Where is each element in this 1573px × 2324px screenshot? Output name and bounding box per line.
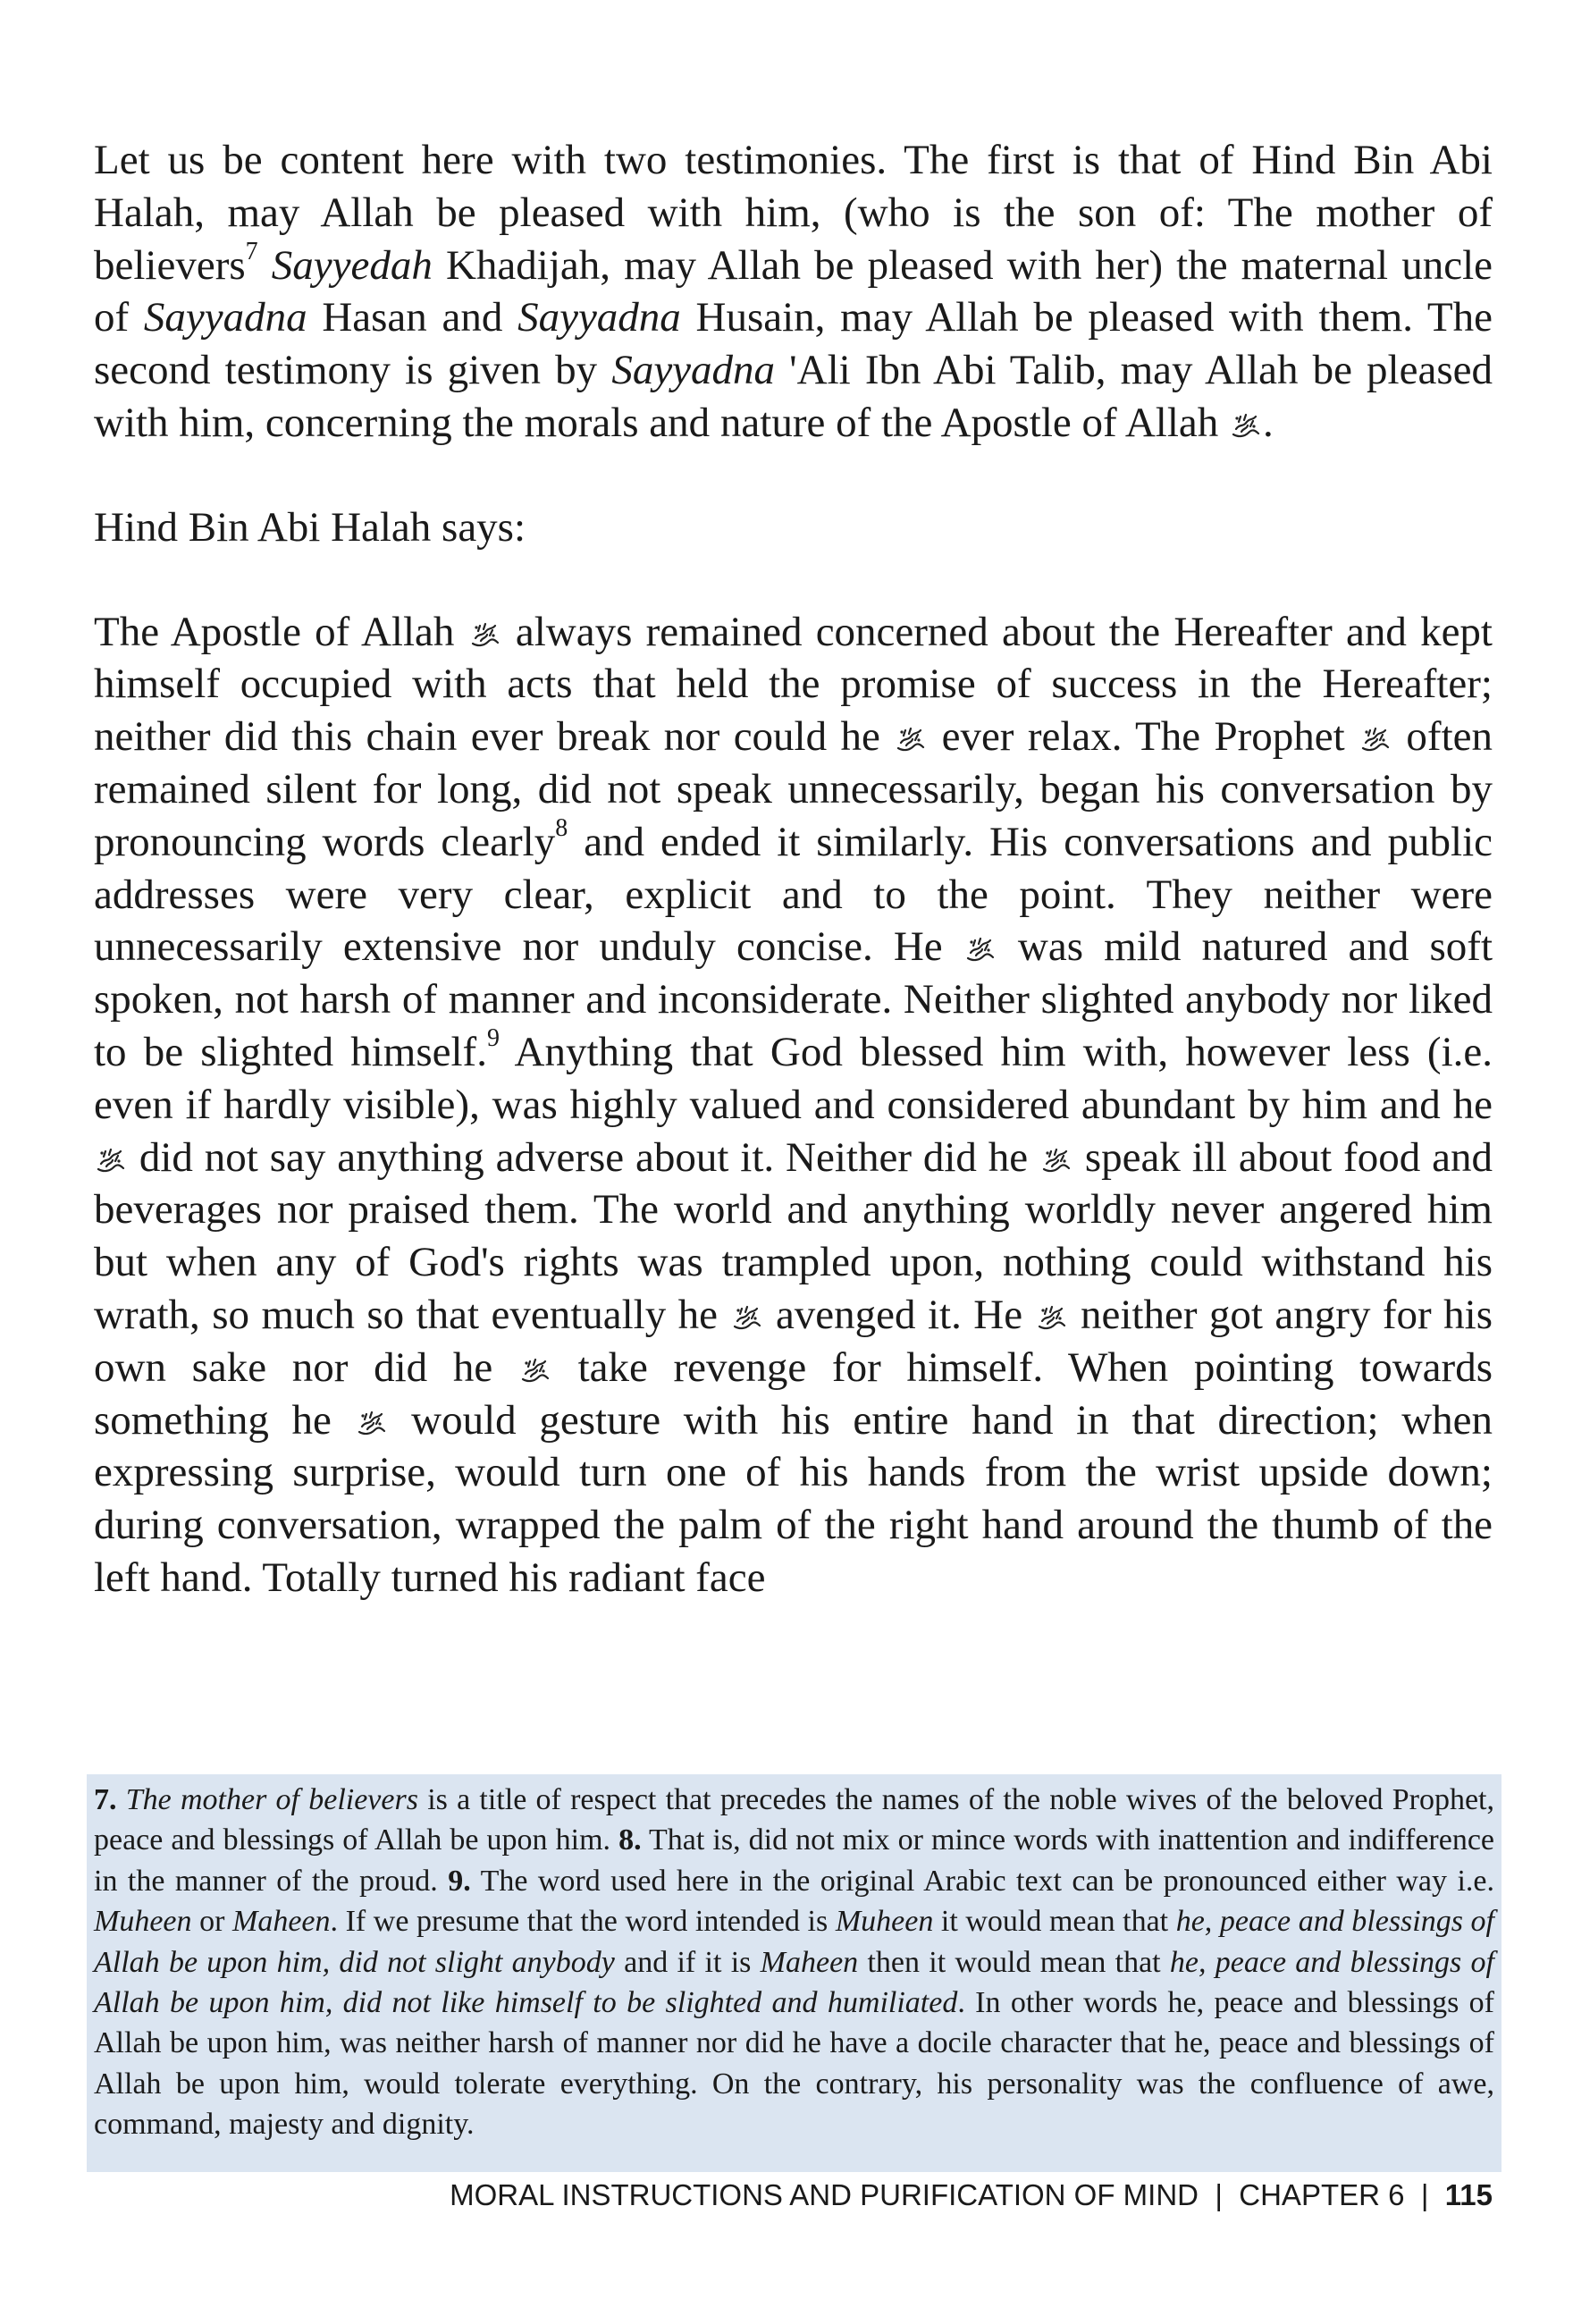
text-run: . If we presume that the word intended is: [330, 1905, 836, 1939]
text-run: or: [191, 1905, 232, 1939]
calligraphic-salutation-icon: [1041, 1148, 1072, 1175]
calligraphic-salutation-icon: [1037, 1305, 1067, 1332]
calligraphic-salutation-icon: [520, 1358, 551, 1385]
text-run: and if it is: [614, 1945, 761, 1979]
page-number: 115: [1444, 2178, 1493, 2211]
footnote-marker: 9: [486, 1023, 500, 1052]
italic-text: Sayyadna: [611, 347, 776, 394]
italic-text: Maheen: [232, 1905, 331, 1939]
footnote-text: [94, 1780, 1494, 2145]
footnote-marker: 8: [555, 813, 568, 842]
footnote-number: 9.: [448, 1864, 471, 1898]
text-run: is a title of respect that precedes the names of the noble wives of the beloved Prophet, peace and blessings of Allah be upon him.: [94, 1783, 1494, 1857]
calligraphic-salutation-icon: [470, 622, 500, 649]
separator: |: [1420, 2178, 1429, 2211]
italic-text: he, peace and blessings of Allah be upon him, did not like himself to be slighted and humiliated: [94, 1945, 1494, 2020]
footnote-number: 7.: [94, 1783, 117, 1816]
calligraphic-salutation-icon: [357, 1410, 387, 1437]
text-run: did not say anything adverse about it. Neither did he: [128, 1133, 1040, 1181]
calligraphic-salutation-icon: [732, 1305, 762, 1332]
paragraph: [94, 134, 1493, 450]
text-run: Hasan and: [307, 294, 518, 341]
text-run: it would mean that: [933, 1905, 1176, 1939]
calligraphic-salutation-icon: [1231, 413, 1261, 440]
text-run: and ended it similarly. His conversations and public addresses were very clear, explicit and to the point. They neither were unnecessarily extensive nor unduly concise. He: [94, 818, 1493, 971]
text-run: avenged it. He: [763, 1291, 1035, 1338]
calligraphic-salutation-icon: [965, 937, 996, 964]
footnotes-box: [87, 1774, 1502, 2172]
italic-text: The mother of believers: [125, 1783, 418, 1816]
italic-text: Muheen: [94, 1905, 192, 1939]
paragraph: [94, 606, 1493, 1604]
italic-text: Maheen: [760, 1945, 859, 1979]
text-run: .: [1263, 399, 1274, 446]
book-title: MORAL INSTRUCTIONS AND PURIFICATION OF MIND: [450, 2178, 1199, 2211]
text-run: take revenge for himself. When pointing towards something he: [94, 1343, 1493, 1444]
italic-text: Muheen: [835, 1905, 934, 1939]
text-run: ever relax. The Prophet: [928, 713, 1359, 761]
text-run: would gesture with his entire hand in that direction; when expressing surprise, would turn one of his hands from the wrist upside down; during conversation, wrapped the palm of the right hand around the thumb of the left hand. Totally turned his radiant face: [94, 1396, 1493, 1601]
text-run: always remained concerned about the Hereafter and kept himself occupied with acts that held the promise of success in the Hereafter; neither did this chain ever break nor could he: [94, 608, 1493, 761]
text-run: The word used here in the original Arabic text can be pronounced either way i.e.: [470, 1864, 1494, 1898]
calligraphic-salutation-icon: [896, 727, 926, 754]
paragraph: [94, 501, 1493, 554]
text-run: The Apostle of Allah: [94, 608, 468, 655]
text-run: Khadijah, may Allah be pleased with her) the maternal uncle of: [94, 241, 1493, 341]
footnote-number: 8.: [618, 1823, 642, 1857]
calligraphic-salutation-icon: [96, 1148, 126, 1175]
italic-text: Sayyedah: [271, 241, 433, 289]
text-run: often remained silent for long, did not speak unnecessarily, began his conversation by pronouncing words clearly: [94, 713, 1493, 865]
text-run: neither got angry for his own sake nor did he: [94, 1291, 1493, 1391]
running-footer: [0, 2176, 1493, 2215]
text-run: then it would mean that: [858, 1945, 1170, 1979]
text-run: speak ill about food and beverages nor praised them. The world and anything worldly never angered him but when any of God's rights was trampled upon, nothing could withstand his wrath, so much so that eventually he: [94, 1133, 1493, 1338]
text-run: Anything that God blessed him with, however less (i.e. even if hardly visible), was highly valued and considered abundant by him and he: [94, 1028, 1493, 1128]
separator: |: [1215, 2178, 1223, 2211]
text-run: . In other words he, peace and blessings of Allah be upon him, was neither harsh of manner nor did he have a docile character that he, peace and blessings of Allah be upon him, would tolerate everything. On the contrary, his personality was the confluence of awe, command, majesty and dignity.: [94, 1986, 1494, 2142]
text-run: [117, 1783, 126, 1816]
text-run: Husain, may Allah be pleased with them. The second testimony is given by: [94, 294, 1493, 394]
chapter-label: CHAPTER 6: [1239, 2178, 1405, 2211]
text-run: [258, 242, 272, 289]
text-run: 'Ali Ibn Abi Talib, may Allah be pleased with him, concerning the morals and nature of the Apostle of Allah: [94, 347, 1493, 446]
footnote-marker: 7: [245, 237, 258, 265]
italic-text: Sayyadna: [143, 294, 307, 341]
main-text: [94, 134, 1493, 1604]
italic-text: Sayyadna: [517, 294, 681, 341]
italic-text: he, peace and blessings of Allah be upon him, did not slight anybody: [94, 1905, 1494, 1979]
text-run: was mild natured and soft spoken, not harsh of manner and inconsiderate. Neither slighted anybody nor liked to be slighted himself.: [94, 923, 1493, 1075]
text-run: Let us be content here with two testimonies. The first is that of Hind Bin Abi Halah, may Allah be pleased with him, (who is the son of: The mother of believers: [94, 137, 1493, 289]
text-run: That is, did not mix or mince words with inattention and indifference in the manner of the proud.: [94, 1823, 1494, 1898]
calligraphic-salutation-icon: [1360, 727, 1391, 754]
text-run: Hind Bin Abi Halah says:: [94, 503, 526, 551]
